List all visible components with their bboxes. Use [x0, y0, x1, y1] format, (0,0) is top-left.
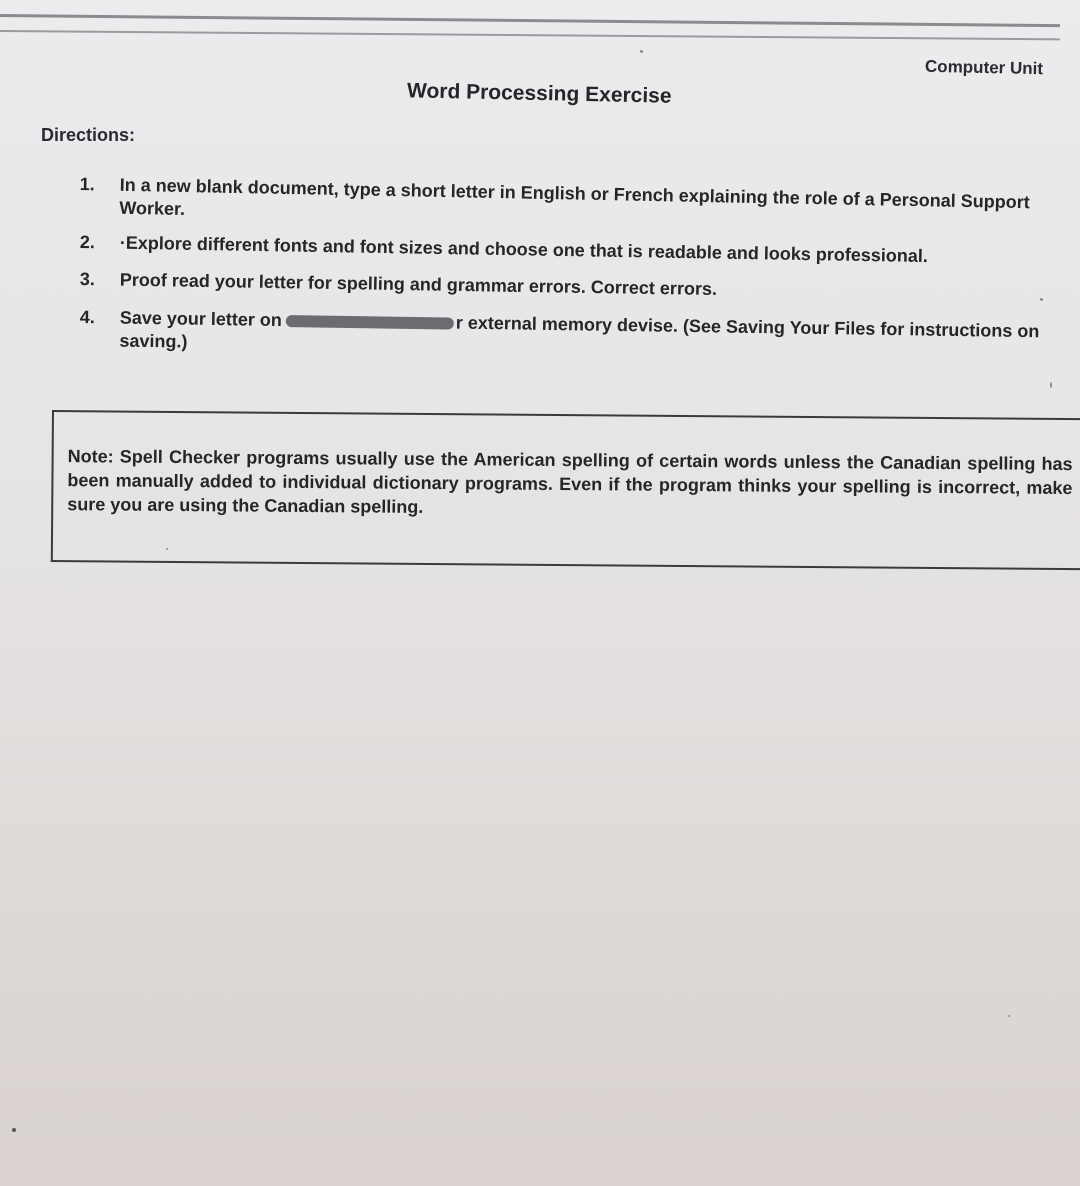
- paper-speck: [1008, 1015, 1010, 1017]
- direction-item-4: [79, 306, 1070, 367]
- directions-heading: Directions:: [41, 125, 136, 145]
- redaction-mark: [286, 315, 454, 329]
- paper-speck: [1050, 382, 1052, 388]
- top-rule: [0, 14, 1060, 27]
- direction-item-number: 2.: [79, 231, 95, 253]
- paper-speck: [166, 548, 168, 550]
- direction-item-text: [119, 307, 1070, 367]
- direction-item-1: [79, 173, 1070, 238]
- direction-item-text-after: r external memory devise. (See Saving Your Files for instructions on saving.): [119, 312, 1040, 352]
- direction-item-text: Proof read your letter for spelling and grammar errors. Correct errors.: [119, 269, 718, 300]
- paper-speck: [640, 50, 643, 53]
- note-text: Note: Spell Checker programs usually use the American spelling of certain words unless the Canadian spelling has been manually added to individual dictionary programs. Even if the program thinks your spelling is incorrect, make sure you are using the Canadian spelling.: [67, 446, 1073, 517]
- paper-speck: [1040, 298, 1043, 301]
- direction-item-number: 3.: [79, 268, 95, 290]
- direction-item-text: ·Explore different fonts and font sizes and choose one that is readable and looks professional.: [119, 232, 929, 267]
- paper-speck: [12, 1128, 16, 1132]
- direction-item-3: [80, 268, 1070, 307]
- top-rule-secondary: [0, 30, 1060, 40]
- direction-item-text-before: Save your letter on: [119, 307, 283, 330]
- direction-item-number: 4.: [79, 306, 95, 328]
- unit-label: Computer Unit: [924, 56, 1044, 79]
- page-title: Word Processing Exercise: [406, 79, 672, 108]
- note-box: [51, 410, 1080, 570]
- direction-item-2: [80, 231, 1070, 270]
- direction-item-text: In a new blank document, type a short letter in English or French explaining the role of a Personal Support Worker.: [119, 174, 1030, 220]
- direction-item-number: 1.: [79, 173, 95, 195]
